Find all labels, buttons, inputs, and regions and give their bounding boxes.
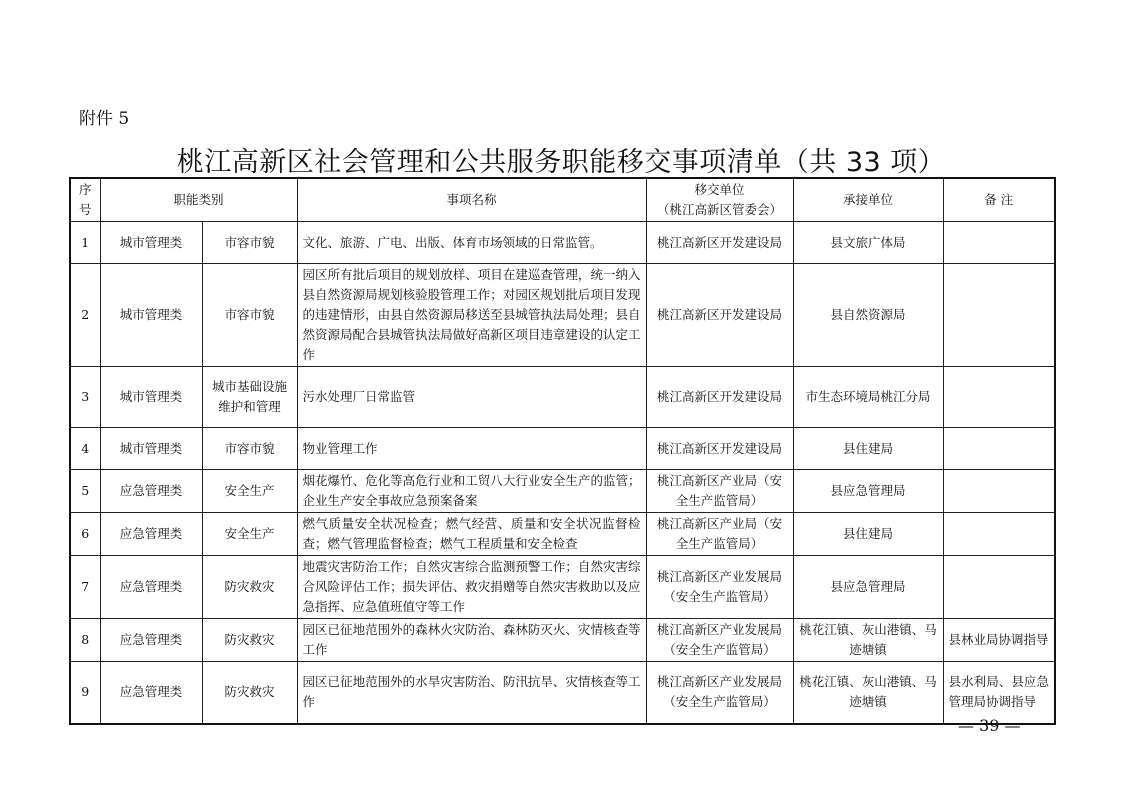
category-secondary: 市容市貌 [202,222,297,264]
receiving-unit: 县应急管理局 [793,470,943,513]
category-secondary: 安全生产 [202,513,297,556]
matter-name: 园区已征地范围外的水旱灾害防治、防汛抗旱、灾情核查等工作 [297,662,646,724]
category-secondary: 防灾救灾 [202,556,297,619]
transfer-unit: 桃江高新区产业局（安全生产监管局） [646,470,793,513]
remark [943,428,1055,470]
remark [943,470,1055,513]
row-number: 4 [70,428,100,470]
category-secondary: 市容市貌 [202,264,297,367]
transfer-unit: 桃江高新区开发建设局 [646,428,793,470]
row-number: 1 [70,222,100,264]
col-header-receiver: 承接单位 [793,178,943,222]
table-row [70,513,1055,556]
col-header-seq: 序号 [70,178,100,222]
receiving-unit: 桃花江镇、灰山港镇、马迹塘镇 [793,619,943,662]
matter-name: 污水处理厂日常监管 [297,367,646,428]
page-number: — 39 — [958,716,1021,735]
row-number: 2 [70,264,100,367]
table-row [70,367,1055,428]
matter-name: 烟花爆竹、危化等高危行业和工贸八大行业安全生产的监管；企业生产安全事故应急预案备案 [297,470,646,513]
page-title: 桃江高新区社会管理和公共服务职能移交事项清单（共 33 项） [176,147,946,178]
transfer-unit: 桃江高新区开发建设局 [646,264,793,367]
transfer-unit: 桃江高新区开发建设局 [646,367,793,428]
receiving-unit: 县自然资源局 [793,264,943,367]
category-primary: 城市管理类 [100,264,202,367]
attachment-label: 附件 5 [79,109,130,129]
receiving-unit: 县应急管理局 [793,556,943,619]
matter-name: 园区所有批后项目的规划放样、项目在建巡查管理，统一纳入县自然资源局规划核验股管理工作；对园区规划批后项目发现的违建情形，由县自然资源局移送至县城管执法局处理；县自然资源局配合县城管执法局做好高新区项目违章建设的认定工作 [297,264,646,367]
matter-name: 园区已征地范围外的森林火灾防治、森林防灭火、灾情核查等工作 [297,619,646,662]
transfer-unit: 桃江高新区产业发展局（安全生产监管局） [646,619,793,662]
matter-name: 物业管理工作 [297,428,646,470]
table-row [70,619,1055,662]
table-row [70,428,1055,470]
remark: 县林业局协调指导 [943,619,1055,662]
remark [943,513,1055,556]
row-number: 8 [70,619,100,662]
category-primary: 应急管理类 [100,662,202,724]
col-header-category: 职能类别 [100,178,297,222]
remark [943,264,1055,367]
category-primary: 城市管理类 [100,367,202,428]
receiving-unit: 桃花江镇、灰山港镇、马迹塘镇 [793,662,943,724]
receiving-unit: 县住建局 [793,428,943,470]
col-header-remark: 备 注 [943,178,1055,222]
transfer-unit-label: 移交单位 [694,182,745,197]
table-row [70,662,1055,724]
table-row [70,470,1055,513]
table-row [70,264,1055,367]
row-number: 9 [70,662,100,724]
category-secondary: 市容市貌 [202,428,297,470]
row-number: 5 [70,470,100,513]
category-secondary: 城市基础设施维护和管理 [202,367,297,428]
remark [943,556,1055,619]
table-row [70,222,1055,264]
remark [943,367,1055,428]
category-secondary: 防灾救灾 [202,619,297,662]
category-primary: 城市管理类 [100,428,202,470]
table-row [70,556,1055,619]
row-number: 6 [70,513,100,556]
matter-name: 燃气质量安全状况检查；燃气经营、质量和安全状况监督检查；燃气管理监督检查；燃气工程质量和安全检查 [297,513,646,556]
category-primary: 应急管理类 [100,513,202,556]
transfer-unit: 桃江高新区产业发展局（安全生产监管局） [646,556,793,619]
matter-name: 地震灾害防治工作；自然灾害综合监测预警工作；自然灾害综合风险评估工作；损失评估、救灾捐赠等自然灾害救助以及应急指挥、应急值班值守等工作 [297,556,646,619]
col-header-matter: 事项名称 [297,178,646,222]
table-header-row [70,178,1055,222]
category-secondary: 安全生产 [202,470,297,513]
category-primary: 应急管理类 [100,470,202,513]
receiving-unit: 市生态环境局桃江分局 [793,367,943,428]
remark [943,222,1055,264]
transfer-unit: 桃江高新区产业局（安全生产监管局） [646,513,793,556]
category-secondary: 防灾救灾 [202,662,297,724]
category-primary: 应急管理类 [100,556,202,619]
row-number: 7 [70,556,100,619]
col-header-transfer-unit [646,178,793,222]
receiving-unit: 县文旅广体局 [793,222,943,264]
matters-table [69,177,1056,725]
category-primary: 应急管理类 [100,619,202,662]
category-primary: 城市管理类 [100,222,202,264]
matter-name: 文化、旅游、广电、出版、体育市场领域的日常监管。 [297,222,646,264]
transfer-unit: 桃江高新区产业发展局（安全生产监管局） [646,662,793,724]
receiving-unit: 县住建局 [793,513,943,556]
transfer-unit: 桃江高新区开发建设局 [646,222,793,264]
transfer-unit-sublabel: （桃江高新区管委会） [657,202,783,217]
remark: 县水利局、县应急管理局协调指导 [943,662,1055,724]
row-number: 3 [70,367,100,428]
